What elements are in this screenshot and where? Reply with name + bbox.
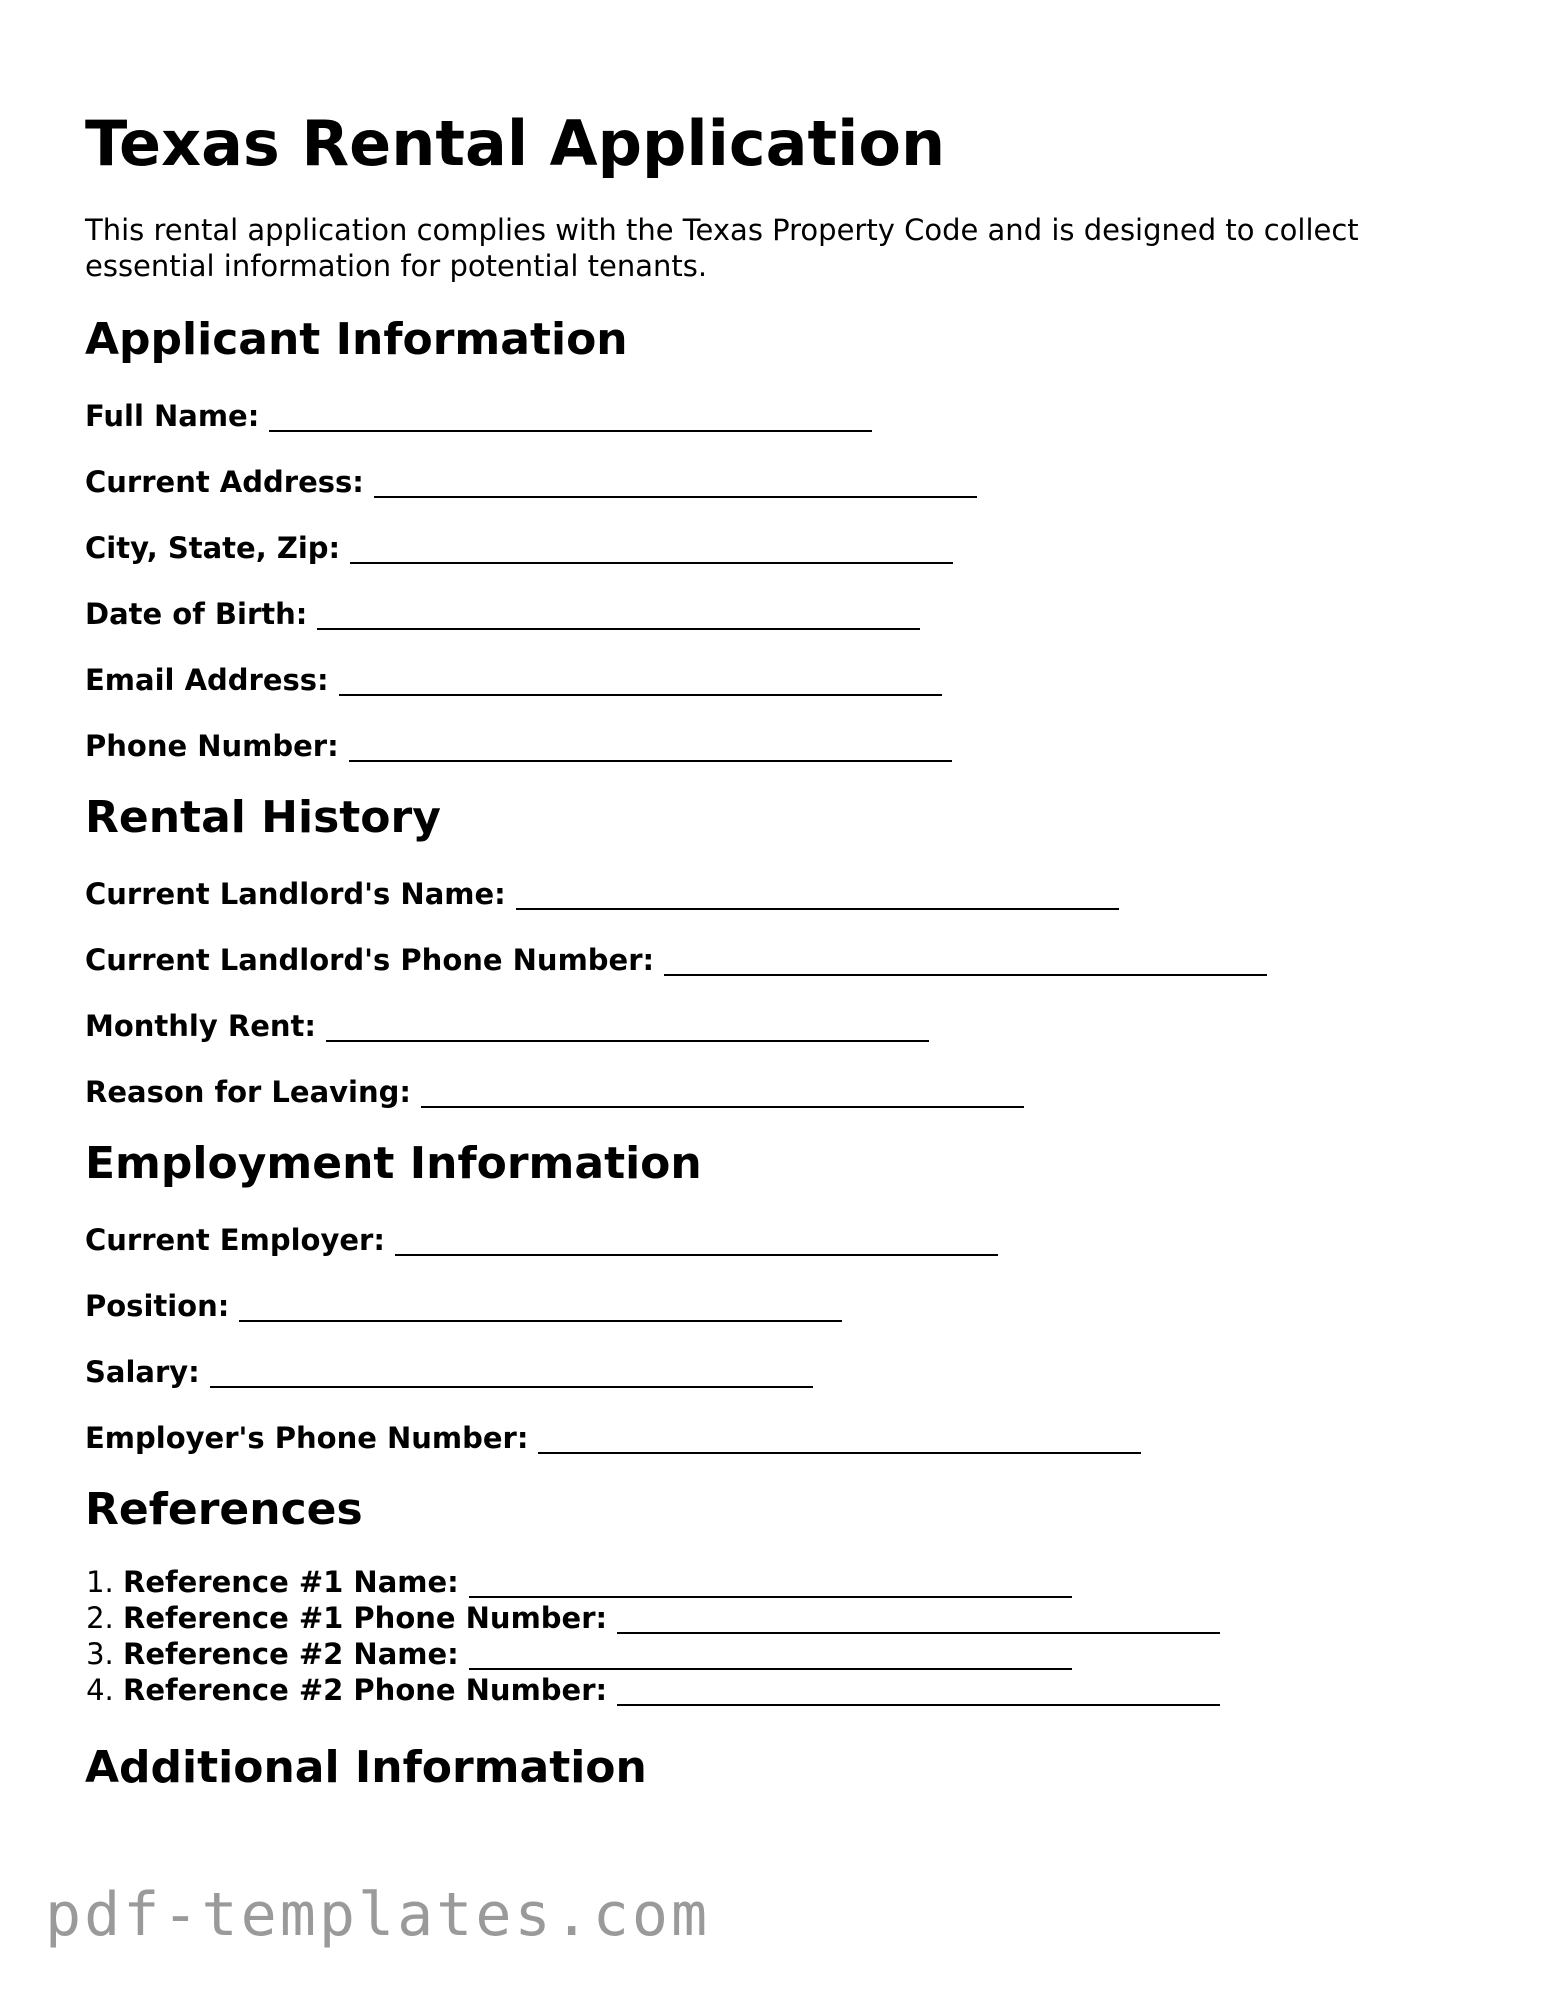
field-label: City, State, Zip:: [85, 531, 341, 565]
field-label: Email Address:: [85, 663, 329, 697]
field-label: Position:: [85, 1289, 230, 1323]
watermark: pdf-templates.com: [45, 1880, 711, 1950]
landlord-phone-blank[interactable]: [664, 944, 1267, 976]
email-address-field: [85, 658, 1465, 702]
field-label: Date of Birth:: [85, 597, 308, 631]
date-of-birth-blank[interactable]: [317, 598, 920, 630]
reference-2-phone-blank[interactable]: [617, 1676, 1220, 1706]
list-item: [123, 1600, 1465, 1636]
section-heading: Rental History: [85, 792, 441, 843]
reference-1-phone-blank[interactable]: [617, 1604, 1220, 1634]
position-blank[interactable]: [239, 1290, 842, 1322]
field-label: Current Landlord's Phone Number:: [85, 943, 655, 977]
reference-2-name-blank[interactable]: [469, 1640, 1072, 1670]
section-heading: Additional Information: [85, 1742, 647, 1793]
current-employer-blank[interactable]: [395, 1224, 998, 1256]
employer-phone-blank[interactable]: [538, 1422, 1141, 1454]
employer-phone-field: [85, 1416, 1465, 1460]
page-title: Texas Rental Application: [85, 107, 946, 180]
reason-for-leaving-blank[interactable]: [421, 1076, 1024, 1108]
employment-section: [85, 1136, 1465, 1460]
section-heading: References: [85, 1484, 363, 1535]
current-address-blank[interactable]: [374, 466, 977, 498]
field-label: Full Name:: [85, 399, 260, 433]
field-label: Reference #2 Phone Number:: [123, 1673, 608, 1707]
reason-for-leaving-field: [85, 1070, 1465, 1114]
field-label: Current Employer:: [85, 1223, 385, 1257]
current-employer-field: [85, 1218, 1465, 1262]
landlord-name-blank[interactable]: [516, 878, 1119, 910]
salary-field: [85, 1350, 1465, 1394]
references-section: [85, 1482, 1465, 1708]
field-label: Current Address:: [85, 465, 364, 499]
current-address-field: [85, 460, 1465, 504]
field-label: Reference #1 Phone Number:: [123, 1601, 608, 1635]
field-label: Salary:: [85, 1355, 200, 1389]
section-heading: Applicant Information: [85, 314, 628, 365]
field-label: Current Landlord's Name:: [85, 877, 506, 911]
monthly-rent-blank[interactable]: [326, 1010, 929, 1042]
field-label: Monthly Rent:: [85, 1009, 316, 1043]
salary-blank[interactable]: [210, 1356, 813, 1388]
phone-number-field: [85, 724, 1465, 768]
full-name-blank[interactable]: [269, 400, 872, 432]
field-label: Reference #1 Name:: [123, 1565, 459, 1599]
references-list: [85, 1564, 1465, 1708]
applicant-section: [85, 312, 1465, 768]
intro-text: This rental application complies with the Texas Property Code and is designed to collect essential information for potential tenants.: [85, 213, 1359, 283]
monthly-rent-field: [85, 1004, 1465, 1048]
landlord-name-field: [85, 872, 1465, 916]
reference-1-name-blank[interactable]: [469, 1568, 1072, 1598]
position-field: [85, 1284, 1465, 1328]
field-label: Employer's Phone Number:: [85, 1421, 529, 1455]
rental-history-section: [85, 790, 1465, 1114]
field-label: Reason for Leaving:: [85, 1075, 411, 1109]
section-heading: Employment Information: [85, 1138, 702, 1189]
field-label: Reference #2 Name:: [123, 1637, 459, 1671]
full-name-field: [85, 394, 1465, 438]
list-item: [123, 1564, 1465, 1600]
landlord-phone-field: [85, 938, 1465, 982]
city-state-zip-blank[interactable]: [350, 532, 953, 564]
field-label: Phone Number:: [85, 729, 339, 763]
list-item: [123, 1636, 1465, 1672]
additional-section: [85, 1740, 1465, 1796]
email-address-blank[interactable]: [339, 664, 942, 696]
date-of-birth-field: [85, 592, 1465, 636]
list-item: [123, 1672, 1465, 1708]
phone-number-blank[interactable]: [349, 730, 952, 762]
document-page: [85, 100, 1465, 1822]
city-state-zip-field: [85, 526, 1465, 570]
